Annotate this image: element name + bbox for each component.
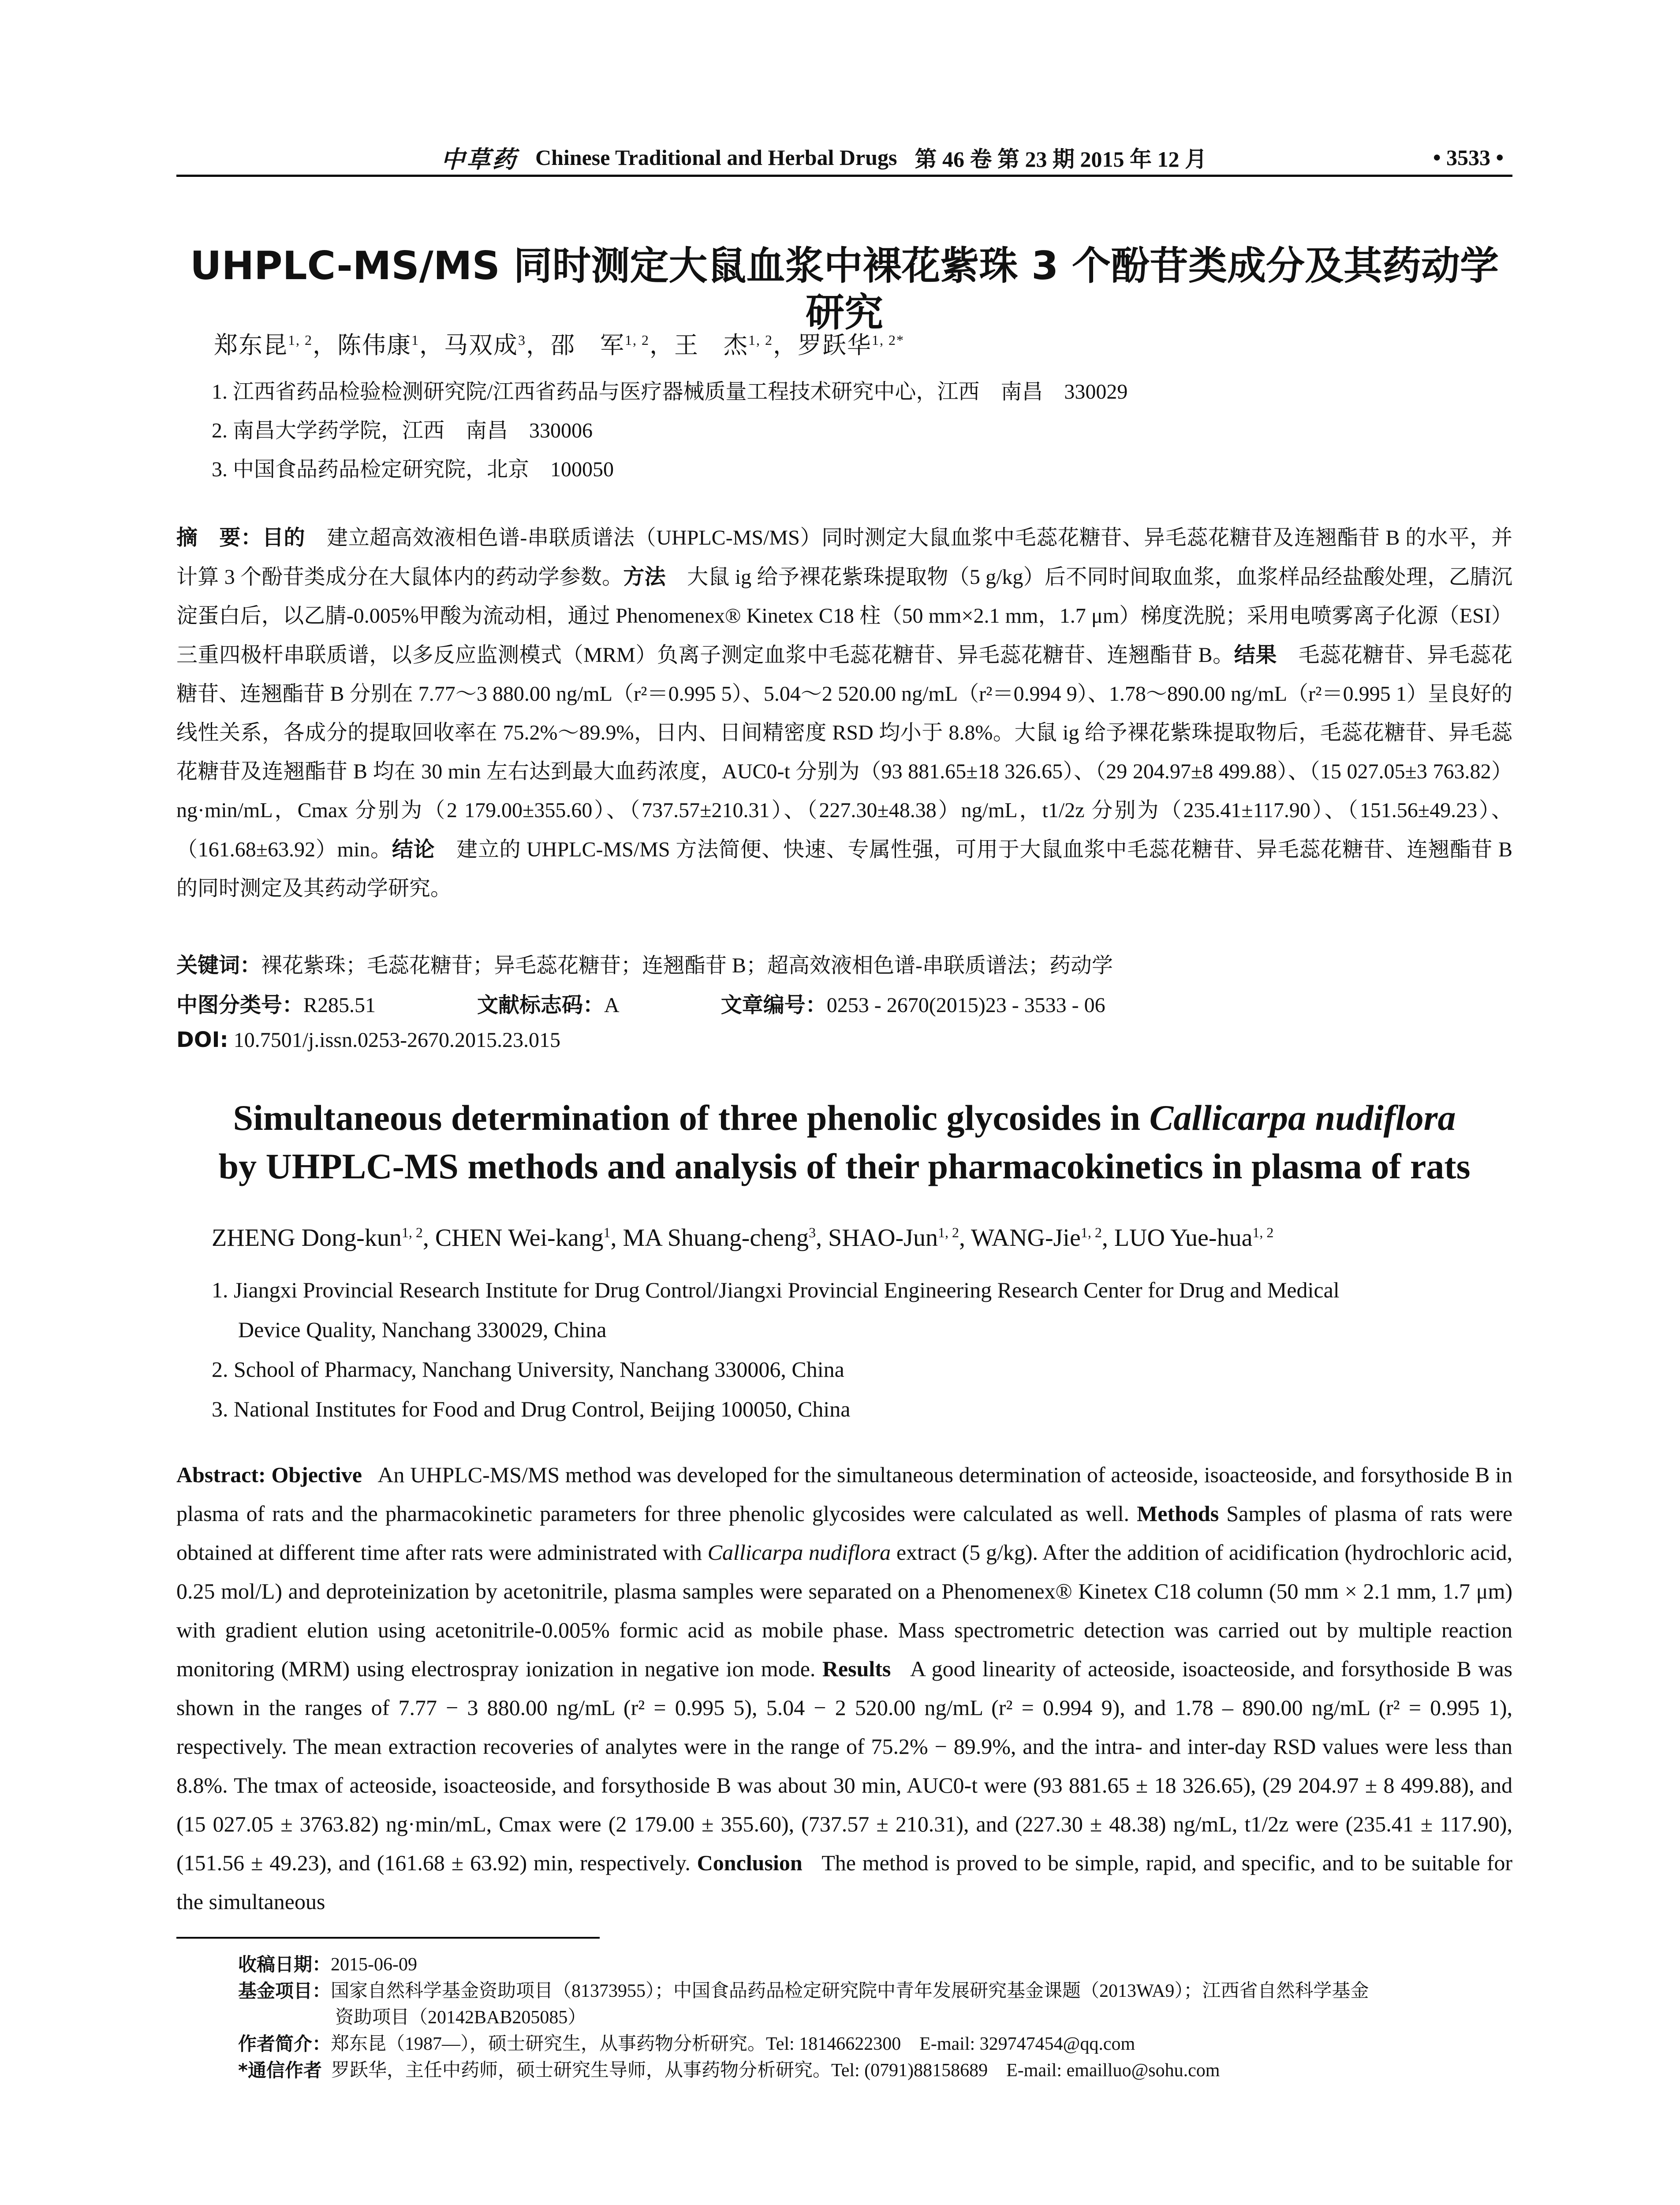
- methods-cn-label: 方法: [623, 564, 666, 589]
- conclusion-en-label: Conclusion: [697, 1850, 803, 1875]
- author-cn-aff: 1, 2: [288, 332, 313, 348]
- author-en-aff: 1: [603, 1224, 611, 1241]
- author-cn: 邵 军: [551, 332, 625, 359]
- author-cn: 陈伟康: [337, 332, 411, 359]
- doc-code-value: A: [604, 994, 620, 1017]
- authors-en: ZHENG Dong-kun$^{1, 2}$, CHEN Wei-kang$^1$, MA Shuang-cheng$^3$, SHAO-Jun$^{1, 2}$, WANG-Jie$^{1, 2}$, LUO Yue-hua$^{1, 2}$: [212, 1224, 1274, 1252]
- abstract-en-label: Abstract:: [176, 1462, 266, 1487]
- objective-en-label: Objective: [271, 1462, 362, 1487]
- affiliation-cn: 2. 南昌大学药学院，江西 南昌 330006: [212, 419, 593, 442]
- author-cn: 马双成: [444, 332, 518, 359]
- author-cn-aff: 3: [518, 332, 526, 348]
- footnote-corresponding: [238, 2057, 1512, 2084]
- footnotes: [238, 1951, 1512, 2084]
- methods-en-label: Methods: [1137, 1501, 1219, 1526]
- author-en-aff: 1, 2: [401, 1224, 423, 1241]
- author-cn-aff: 1, 2: [748, 332, 773, 348]
- journal-name: Chinese Traditional and Herbal Drugs: [535, 145, 897, 170]
- methods-en-species: Callicarpa nudiflora: [707, 1540, 891, 1565]
- keywords-cn: [176, 948, 1113, 979]
- received-value: 2015-06-09: [331, 1955, 417, 1975]
- clc-label: 中图分类号：: [176, 993, 304, 1017]
- author-en-aff: 1, 2: [1252, 1224, 1274, 1241]
- footnote-rule: [176, 1937, 600, 1939]
- author-en: CHEN Wei-kang: [435, 1224, 604, 1252]
- issue-info: 第 46 卷 第 23 期 2015 年 12 月: [915, 147, 1207, 172]
- author-en: LUO Yue-hua: [1114, 1224, 1253, 1252]
- author-cn-aff: 1, 2: [625, 332, 650, 348]
- abstract-cn-label: 摘 要：: [176, 525, 262, 550]
- author-cn: 王 杰: [674, 332, 748, 359]
- methods-en-text-b: extract (5 g/kg). After the addition of acidification (hydrochloric acid, 0.25 mol/L) and deproteinization by acetonitrile, plasma samples were separated on a Phenomenex® Kinetex C18 column (50 mm × 2.1 mm, 1.7 μm) with gradient elution using acetonitrile-0.005% formic acid as mobile phase. Mass spectrometric detection was carried out by multiple reaction monitoring (MRM) using electrospray ionization in negative ion mode.: [176, 1540, 1513, 1681]
- author-en: ZHENG Dong-kun: [212, 1224, 402, 1252]
- author-bio-label: 作者简介：: [238, 2033, 331, 2055]
- title-en: [176, 1094, 1512, 1191]
- objective-cn-label: 目的: [262, 525, 306, 550]
- fund-value: 国家自然科学基金资助项目（81373955）；中国食品药品检定研究院中青年发展研究基金课题（2013WA9）；江西省自然科学基金: [331, 1981, 1369, 2001]
- affiliation-cn: 1. 江西省药品检验检测研究院/江西省药品与医疗器械质量工程技术研究中心，江西 南昌 330029: [212, 380, 1128, 404]
- affiliation-en: 1. Jiangxi Provincial Research Institute for Drug Control/Jiangxi Provincial Engineering Research Center for Drug and Medical: [212, 1278, 1340, 1302]
- author-en-aff: 1, 2: [937, 1224, 959, 1241]
- abstract-en: [176, 1455, 1512, 1921]
- objective-en-text: An UHPLC-MS/MS method was developed for the simultaneous determination of acteoside, isoacteoside, and forsythoside B in plasma of rats and the pharmacokinetic parameters for three phenolic glycosides were calculated as well.: [176, 1462, 1513, 1526]
- objective-cn-text: 建立超高效液相色谱-串联质谱法（UHPLC-MS/MS）同时测定大鼠血浆中毛蕊花糖苷、异毛蕊花糖苷及连翘酯苷 B 的水平，并计算 3 个酚苷类成分在大鼠体内的药动学参数。: [176, 526, 1512, 589]
- conclusion-en-text: The method is proved to be simple, rapid, and specific, and to be suitable for the simultaneous: [176, 1850, 1512, 1914]
- results-cn-label: 结果: [1234, 643, 1277, 667]
- author-en: SHAO-Jun: [828, 1224, 938, 1252]
- title-cn: UHPLC-MS/MS 同时测定大鼠血浆中裸花紫珠 3 个酚苷类成分及其药动学研究: [190, 243, 1499, 335]
- doi-line: [176, 1028, 560, 1052]
- doi-label: DOI:: [176, 1028, 228, 1052]
- authors-cn: 郑东昆$^{1, 2}$，陈伟康$^1$，马双成$^3$，邵 军$^{1, 2}$，王 杰$^{1, 2}$，罗跃华$^{1, 2*}$: [214, 332, 904, 359]
- author-bio-value: 郑东昆（1987—），硕士研究生，从事药物分析研究。Tel: 18146622300 E-mail: 329747454@qq.com: [331, 2034, 1135, 2054]
- abstract-cn: [176, 518, 1512, 908]
- methods-en-text-a: Samples of plasma of rats were obtained at different time after rats were administrated with: [176, 1501, 1513, 1565]
- corresponding-value: 罗跃华，主任中药师，硕士研究生导师，从事药物分析研究。Tel: (0791)88158689 E-mail: emailluo@sohu.com: [331, 2060, 1220, 2081]
- page-number: • 3533 •: [1433, 145, 1504, 170]
- title-en-species: Callicarpa nudiflora: [1149, 1098, 1456, 1138]
- affiliation-en: 3. National Institutes for Food and Drug Control, Beijing 100050, China: [212, 1397, 851, 1421]
- doi-link[interactable]: 10.7501/j.issn.0253-2670.2015.23.015: [233, 1028, 561, 1052]
- affiliation-en-cont: Device Quality, Nanchang 330029, China: [238, 1317, 607, 1342]
- results-cn-text: 毛蕊花糖苷、异毛蕊花糖苷、连翘酯苷 B 分别在 7.77～3 880.00 ng/mL（r²＝0.995 5）、5.04～2 520.00 ng/mL（r²＝0.994 9）、1.78～890.00 ng/mL（r²＝0.995 1）呈良好的线性关系，各成分的提取回收率在 75.2%～89.9%，日内、日间精密度 RSD 均小于 8.8%。大鼠 ig 给予裸花紫珠提取物后，毛蕊花糖苷、异毛蕊花糖苷及连翘酯苷 B 均在 30 min 左右达到最大血药浓度，AUC0-t 分别为（93 881.65±18 326.65）、（29 204.97±8 499.88）、（15 027.05±3 763.82）ng·min/mL，Cmax 分别为（2 179.00±355.60）、（737.57±210.31）、（227.30±48.38）ng/mL，t1/2z 分别为（235.41±117.90）、（151.56±49.23）、（161.68±63.92）min。: [176, 643, 1512, 861]
- results-en-text: A good linearity of acteoside, isoacteoside, and forsythoside B was shown in the ranges of 7.77 − 3 880.00 ng/mL (r² = 0.995 5), 5.04 − 2 520.00 ng/mL (r² = 0.994 9), and 1.78 – 890.00 ng/mL (r² = 0.995 1), respectively. The mean extraction recoveries of analytes were in the range of 75.2% − 89.9%, and the intra- and inter-day RSD values were less than 8.8%. The tmax of acteoside, isoacteoside, and forsythoside B was about 30 min, AUC0-t were (93 881.65 ± 18 326.65), (29 204.97 ± 8 499.88), and (15 027.05 ± 3763.82) ng·min/mL, Cmax were (2 179.00 ± 355.60), (737.57 ± 210.31), and (227.30 ± 48.38) ng/mL, t1/2z were (235.41 ± 117.90), (151.56 ± 49.23), and (161.68 ± 63.92) min, respectively.: [176, 1656, 1513, 1875]
- title-en-line2: by UHPLC-MS methods and analysis of their pharmacokinetics in plasma of rats: [218, 1146, 1471, 1186]
- running-header: [176, 140, 1512, 177]
- author-cn: 郑东昆: [214, 332, 288, 359]
- keywords-cn-label: 关键词：: [176, 953, 261, 978]
- affiliations-cn: [212, 373, 1127, 489]
- title-en-line1: [176, 1094, 1512, 1142]
- author-cn-aff: 1, 2*: [872, 332, 904, 348]
- author-en-aff: 3: [809, 1224, 816, 1241]
- methods-cn-text: 大鼠 ig 给予裸花紫珠提取物（5 g/kg）后不同时间取血浆，血浆样品经盐酸处理，乙腈沉淀蛋白后，以乙腈-0.005%甲酸为流动相，通过 Phenomenex® Kinetex C18 柱（50 mm×2.1 mm，1.7 μm）梯度洗脱；采用电喷雾离子化源（ESI）三重四极杆串联质谱，以多反应监测模式（MRM）负离子测定血浆中毛蕊花糖苷、异毛蕊花糖苷、连翘酯苷 B。: [176, 565, 1512, 667]
- author-cn-aff: 1: [411, 332, 419, 348]
- title-en-prefix: Simultaneous determination of three phenolic glycosides in: [233, 1098, 1150, 1138]
- clc-value: R285.51: [303, 994, 376, 1017]
- corresponding-label: *通信作者: [238, 2059, 322, 2081]
- article-number-value: 0253 - 2670(2015)23 - 3533 - 06: [826, 994, 1105, 1017]
- keywords-cn-text: 裸花紫珠；毛蕊花糖苷；异毛蕊花糖苷；连翘酯苷 B；超高效液相色谱-串联质谱法；药动学: [261, 954, 1113, 977]
- results-en-label: Results: [822, 1656, 891, 1681]
- doc-code-label: 文献标志码：: [477, 993, 605, 1017]
- article-number-label: 文章编号：: [721, 993, 827, 1017]
- conclusion-cn-label: 结论: [392, 837, 435, 862]
- fund-label: 基金项目：: [238, 1980, 331, 2002]
- footnote-fund: [238, 1978, 1512, 2004]
- fund-continuation: 资助项目（20142BAB205085）: [335, 2007, 586, 2028]
- author-en-aff: 1, 2: [1080, 1224, 1102, 1241]
- author-en: WANG-Jie: [971, 1224, 1081, 1252]
- journal-logo: 中草药: [441, 146, 518, 173]
- affiliations-en: [212, 1270, 1340, 1429]
- conclusion-cn-text: 建立的 UHPLC-MS/MS 方法简便、快速、专属性强，可用于大鼠血浆中毛蕊花糖苷、异毛蕊花糖苷、连翘酯苷 B 的同时测定及其药动学研究。: [176, 838, 1512, 900]
- affiliation-cn: 3. 中国食品药品检定研究院，北京 100050: [212, 458, 614, 481]
- author-cn: 罗跃华: [798, 332, 872, 359]
- received-label: 收稿日期：: [238, 1954, 331, 1975]
- author-en: MA Shuang-cheng: [623, 1224, 809, 1252]
- footnote-received: [238, 1951, 1512, 1978]
- affiliation-en: 2. School of Pharmacy, Nanchang University, Nanchang 330006, China: [212, 1357, 844, 1382]
- classification-line: [176, 988, 1105, 1018]
- footnote-author: [238, 2031, 1512, 2057]
